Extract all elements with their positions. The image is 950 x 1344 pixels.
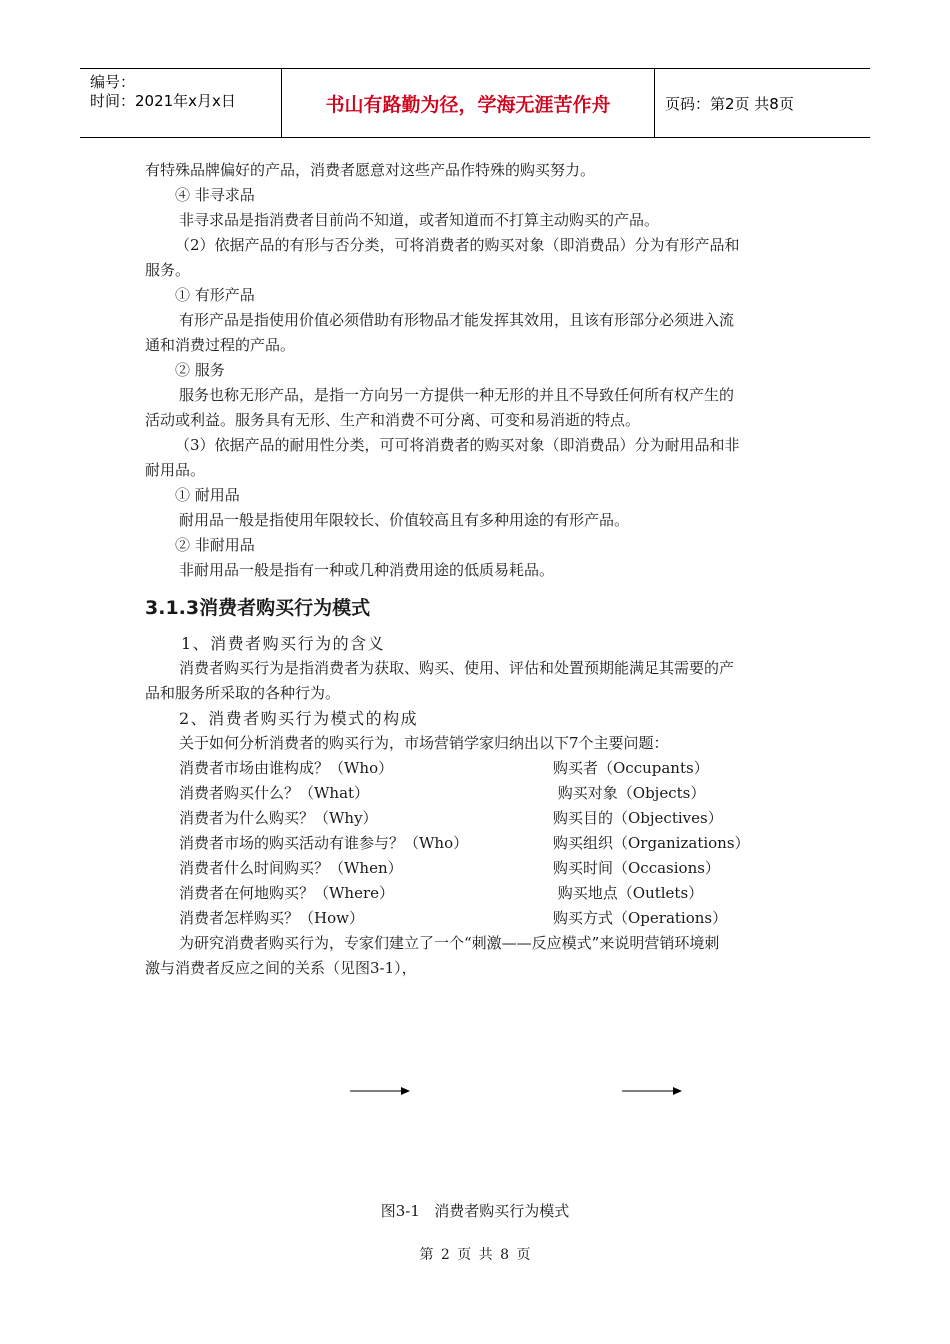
paragraph-line: 为研究消费者购买行为，专家们建立了一个“刺激——反应模式”来说明营销环境刺 (179, 934, 720, 952)
section-heading: 3.1.3消费者购买行为模式 (145, 597, 371, 619)
paragraph-line: 激与消费者反应之间的关系（见图3-1）， (145, 959, 417, 977)
question-text: 消费者市场由谁构成？（Who） (179, 759, 394, 777)
question-row (145, 856, 810, 881)
question-text: 消费者在何地购买？（Where） (179, 884, 395, 902)
question-text: 消费者为什么购买？（Why） (179, 809, 378, 827)
header-page-info: 页码：第2页 共8页 (665, 94, 794, 113)
paragraph-line: （3）依据产品的耐用性分类，可可将消费者的购买对象（即消费品）分为耐用品和非 (175, 436, 740, 454)
list-item-label: ② 服务 (175, 361, 225, 379)
question-row (145, 806, 810, 831)
paragraph-line: 有特殊品牌偏好的产品，消费者愿意对这些产品作特殊的购买努力。 (145, 161, 596, 179)
paragraph-line: 服务。 (145, 261, 191, 279)
number-label: 编号： (90, 73, 136, 91)
question-text: 消费者什么时间购买？（When） (179, 859, 403, 877)
question-row (145, 906, 810, 931)
question-answer: 购买目的（Objectives） (553, 809, 723, 827)
question-row (145, 831, 810, 856)
question-answer: 购买时间（Occasions） (553, 859, 720, 877)
paragraph-line: 品和服务所采取的各种行为。 (145, 684, 341, 702)
paragraph-line: 活动或利益。服务具有无形、生产和消费不可分离、可变和易消逝的特点。 (145, 411, 641, 429)
paragraph-line: 消费者购买行为是指消费者为获取、购买、使用、评估和处置预期能满足其需要的产 (179, 659, 735, 677)
question-answer: 购买者（Occupants） (553, 759, 709, 777)
question-row (145, 881, 810, 906)
paragraph-line: 服务也称无形产品，是指一方向另一方提供一种无形的并且不导致任何所有权产生的 (179, 386, 735, 404)
question-row (145, 756, 810, 781)
question-answer: 购买组织（Organizations） (553, 834, 750, 852)
document-body (145, 158, 810, 981)
paragraph-line: （2）依据产品的有形与否分类，可将消费者的购买对象（即消费品）分为有形产品和 (175, 236, 740, 254)
arrow-right-icon (622, 1084, 684, 1098)
header-motto: 书山有路勤为径，学海无涯苦作舟 (282, 69, 655, 137)
figure-caption: 图3-1 消费者购买行为模式 (380, 1202, 570, 1220)
question-row (145, 781, 810, 806)
question-answer: 购买方式（Operations） (553, 909, 728, 927)
list-item-label: ④ 非寻求品 (175, 186, 255, 204)
paragraph-line: 耐用品一般是指使用年限较长、价值较高且有多种用途的有形产品。 (179, 511, 630, 529)
question-text: 消费者怎样购买？（How） (179, 909, 364, 927)
paragraph-line: 通和消费过程的产品。 (145, 336, 296, 354)
paragraph-line: 关于如何分析消费者的购买行为，市场营销学家归纳出以下7个主要问题： (179, 734, 669, 752)
paragraph-line: 耐用品。 (145, 461, 206, 479)
subheading: 2、消费者购买行为模式的构成 (179, 709, 419, 728)
arrow-right-icon (350, 1084, 412, 1098)
list-item-label: ② 非耐用品 (175, 536, 255, 554)
list-item-label: ① 有形产品 (175, 286, 255, 304)
question-answer: 购买地点（Outlets） (553, 884, 704, 902)
page-footer: 第 2 页 共 8 页 (419, 1247, 531, 1263)
list-item-label: ① 耐用品 (175, 486, 240, 504)
time-label: 时间：2021年x月x日 (90, 92, 236, 110)
header-meta (80, 69, 282, 137)
paragraph-line: 非寻求品是指消费者目前尚不知道，或者知道而不打算主动购买的产品。 (179, 211, 660, 229)
question-answer: 购买对象（Objects） (553, 784, 706, 802)
subheading: 1、消费者购买行为的含义 (181, 634, 386, 653)
paragraph-line: 有形产品是指使用价值必须借助有形物品才能发挥其效用，且该有形部分必须进入流 (179, 311, 735, 329)
paragraph-line: 非耐用品一般是指有一种或几种消费用途的低质易耗品。 (179, 561, 555, 579)
page-header (80, 68, 870, 138)
question-text: 消费者市场的购买活动有谁参与？（Who） (179, 834, 469, 852)
question-text: 消费者购买什么？（What） (179, 784, 370, 802)
